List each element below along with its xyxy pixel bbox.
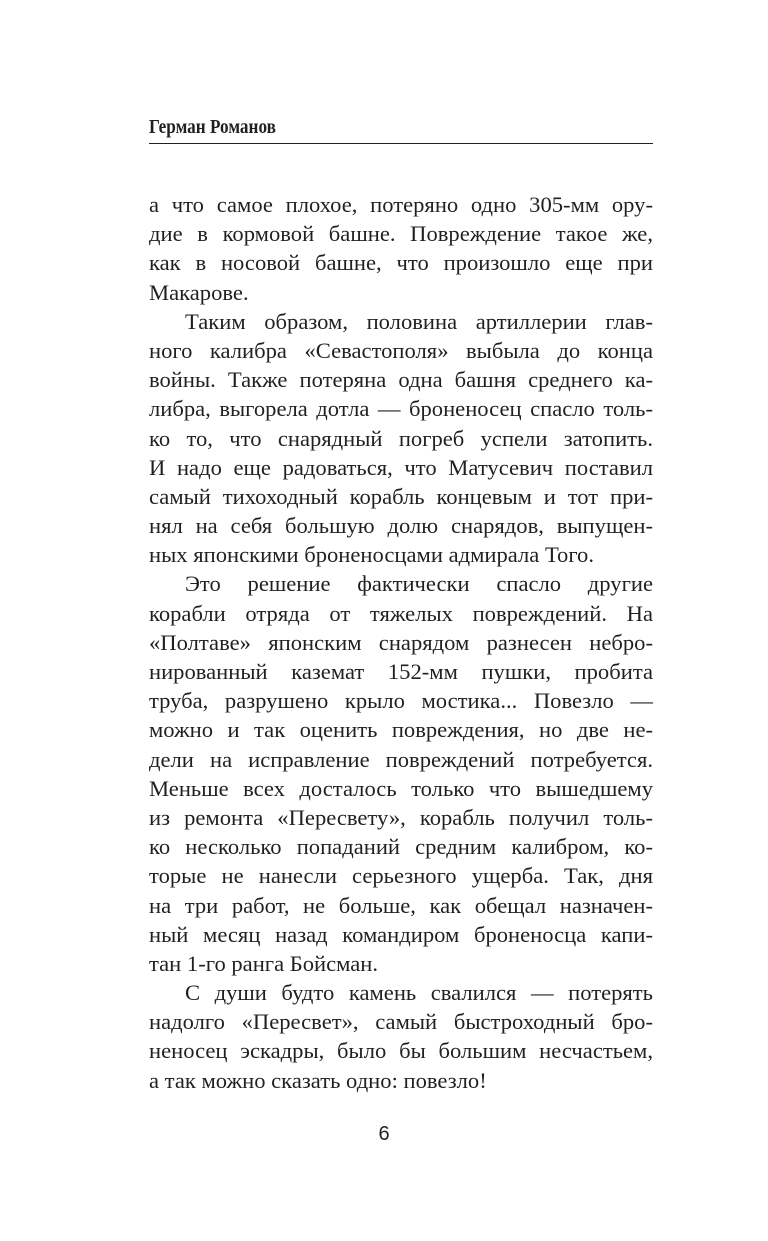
text-line: ко то, что снарядный погреб успели затопить. — [149, 425, 653, 451]
paragraph — [149, 307, 653, 570]
text-line: как в носовой башне, что произошло еще при — [149, 250, 653, 276]
text-line: ных японскими броненосцами адмирала Того. — [149, 542, 595, 568]
page-number: 6 — [378, 1123, 390, 1145]
text-line: а что самое плохое, потеряно одно 305-мм ору- — [149, 192, 653, 217]
text-line: ного калибра «Севастополя» выбыла до конца — [149, 337, 653, 363]
text-line: тан 1-го ранга Бойсман. — [149, 950, 379, 976]
text-line: можно и так оценить повреждения, но две не- — [149, 717, 653, 743]
text-line: «Полтаве» японским снарядом разнесен небро- — [149, 629, 653, 655]
text-line: Таким образом, половина артиллерии глав- — [185, 308, 653, 334]
text-line: труба, разрушено крыло мостика... Повезло — — [149, 688, 653, 714]
text-line: ко несколько попаданий средним калибром, ко- — [149, 834, 653, 860]
text-line: нированный каземат 152-мм пушки, пробита — [149, 659, 653, 684]
text-line: войны. Также потеряна одна башня среднего ка- — [149, 367, 653, 393]
text-line: И надо еще радоваться, что Матусевич поставил — [149, 454, 653, 480]
text-line: ный месяц назад командиром броненосца капи- — [149, 921, 653, 947]
text-line: а так можно сказать одно: повезло! — [149, 1067, 487, 1093]
paragraph — [149, 190, 653, 307]
text-line: дели на исправление повреждений потребуется. — [149, 746, 653, 772]
text-line: из ремонта «Пересвету», корабль получил толь- — [149, 804, 653, 830]
text-line: торые не нанесли серьезного ущерба. Так, дня — [149, 863, 653, 889]
text-line: на три работ, не больше, как обещал назначен- — [149, 892, 653, 918]
paragraph — [149, 978, 653, 1095]
text-line: С души будто камень свалился — потерять — [185, 980, 653, 1006]
text-line: неносец эскадры, было бы большим несчастьем, — [149, 1038, 653, 1064]
author-name: Герман Романов — [149, 116, 276, 138]
text-line: либра, выгорела дотла — броненосец спасло толь- — [149, 396, 653, 422]
paragraph — [149, 569, 653, 978]
text-line: нял на себя большую долю снарядов, выпущен- — [149, 513, 653, 539]
text-line: надолго «Пересвет», самый быстроходный бро- — [149, 1009, 653, 1035]
text-line: Это решение фактически спасло другие — [185, 571, 653, 597]
text-line: корабли отряда от тяжелых повреждений. На — [149, 600, 653, 626]
running-header — [149, 116, 653, 144]
text-line: дие в кормовой башне. Повреждение такое же, — [149, 221, 653, 247]
text-line: Макарове. — [149, 279, 249, 305]
text-line: Меньше всех досталось только что вышедшему — [149, 775, 653, 801]
text-line: самый тихоходный корабль концевым и тот при- — [149, 483, 653, 509]
body-text — [149, 190, 653, 1095]
